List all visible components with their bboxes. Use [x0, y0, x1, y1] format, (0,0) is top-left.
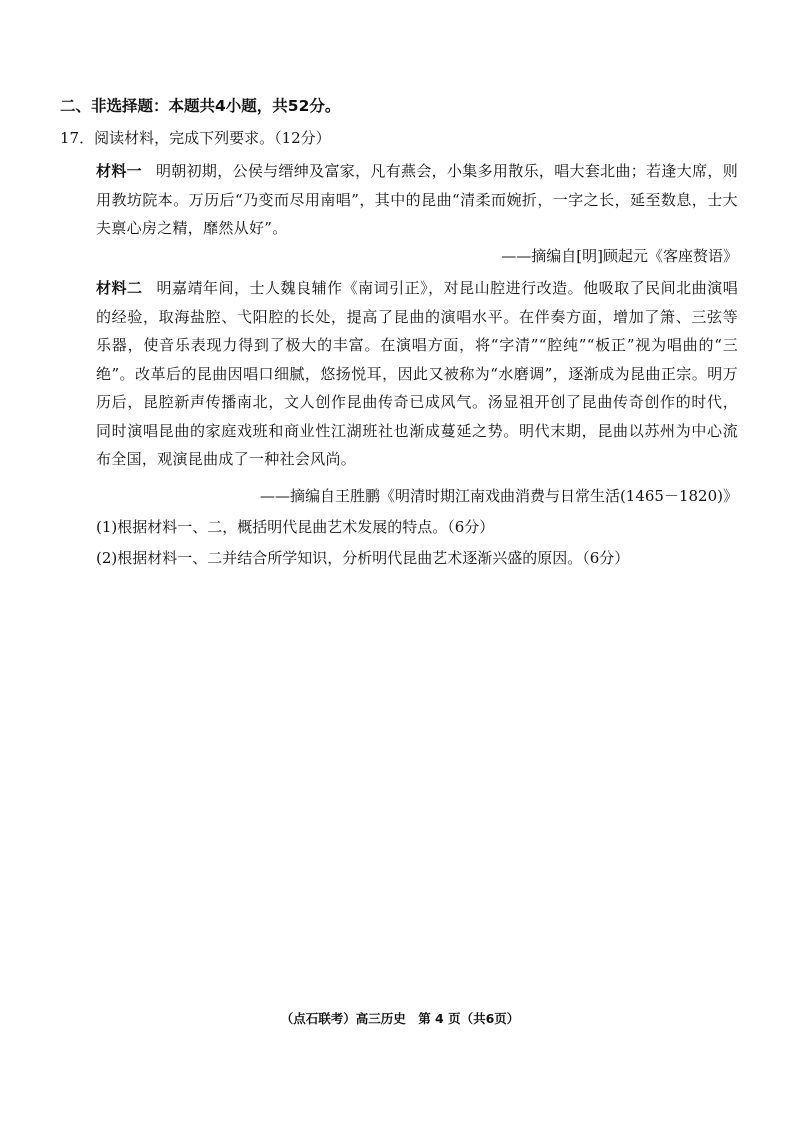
section-heading: 二、非选择题：本题共4小题，共52分。 — [60, 97, 341, 115]
material-2-source: ——摘编自王胜鹏《明清时期江南戏曲消费与日常生活(1465－1820)》 — [259, 487, 738, 505]
question-intro: 17．阅读材料，完成下列要求。（12分） — [60, 129, 331, 147]
material-1 — [96, 157, 738, 243]
material-1-source: ——摘编自[明]顾起元《客座赘语》 — [501, 247, 738, 265]
material-2-text: 明嘉靖年间，士人魏良辅作《南词引正》，对昆山腔进行改造。他吸取了民间北曲演唱的经验，取海盐腔、弋阳腔的长处，提高了昆曲的演唱水平。在伴奏方面，增加了箫、三弦等乐器，使音乐表现力得到了极大的丰富。在演唱方面，将“字清”“腔纯”“板正”视为唱曲的“三绝”。改革后的昆曲因唱口细腻，悠扬悦耳，因此又被称为“水磨调”，逐渐成为昆曲正宗。明万历后，昆腔新声传播南北，文人创作昆曲传奇已成风气。汤显祖开创了昆曲传奇创作的时代，同时演唱昆曲的家庭戏班和商业性江湖班社也渐成蔓延之势。明代末期，昆曲以苏州为中心流布全国，观演昆曲成了一种社会风尚。 — [96, 279, 738, 468]
material-1-label: 材料一 — [96, 162, 142, 180]
sub-question-2: (2)根据材料一、二并结合所学知识，分析明代昆曲艺术逐渐兴盛的原因。（6分） — [96, 549, 630, 567]
material-2-label: 材料二 — [96, 279, 143, 297]
material-1-text: 明朝初期，公侯与缙绅及富家，凡有燕会，小集多用散乐，唱大套北曲；若逢大席，则用教坊院本。万历后“乃变而尽用南唱”，其中的昆曲“清柔而婉折，一字之长，延至数息，士大夫禀心房之精，靡然从好”。 — [96, 162, 738, 237]
page-footer: （点石联考）高三历史 第 4 页（共6页） — [280, 1011, 520, 1026]
sub-question-1: (1)根据材料一、二，概括明代昆曲艺术发展的特点。（6分） — [96, 518, 495, 536]
material-2 — [96, 274, 738, 474]
